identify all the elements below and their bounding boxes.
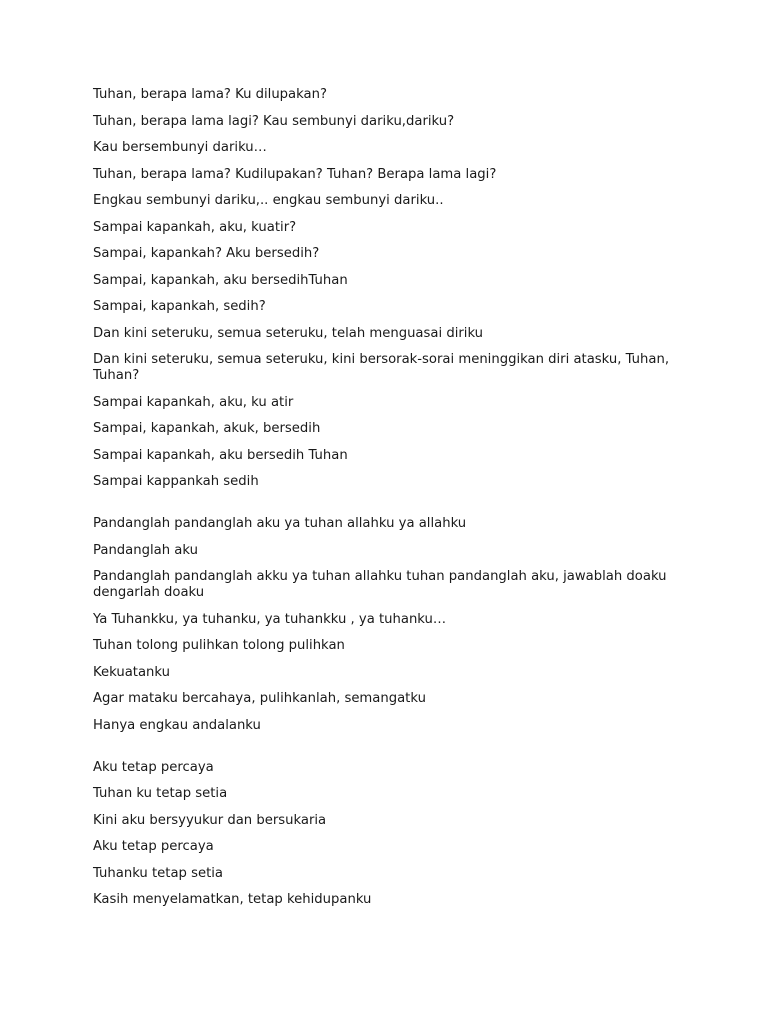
lyric-line: Sampai kappankah sedih	[93, 474, 259, 489]
lyric-line: Pandanglah pandanglah akku ya tuhan allahku tuhan pandanglah aku, jawablah doaku dengarlah doaku	[93, 569, 667, 600]
lyric-line: Kini aku bersyyukur dan bersukaria	[93, 812, 327, 828]
lyric-line: Dan kini seteruku, semua seteruku, telah menguasai diriku	[93, 325, 484, 341]
lyric-line: Sampai, kapankah? Aku bersedih?	[93, 246, 320, 261]
lyric-line: Aku tetap percaya	[93, 839, 214, 854]
lyric-line: Kekuatanku	[93, 664, 170, 680]
lyric-line: Sampai kapankah, aku, ku atir	[93, 394, 294, 410]
lyric-line: Sampai, kapankah, akuk, bersedih	[93, 421, 321, 436]
lyric-line: Aku tetap percaya	[93, 759, 214, 775]
lyric-line: Sampai, kapankah, aku bersedihTuhan	[93, 272, 348, 288]
lyric-line: Tuhan, berapa lama? Kudilupakan? Tuhan? Berapa lama lagi?	[93, 166, 497, 182]
lyric-line: Tuhan tolong pulihkan tolong pulihkan	[93, 638, 345, 653]
lyric-line: Sampai kapankah, aku bersedih Tuhan	[93, 447, 348, 463]
stanza-1	[93, 87, 693, 490]
lyric-line: Sampai, kapankah, sedih?	[93, 299, 266, 314]
lyric-line: Dan kini seteruku, semua seteruku, kini bersorak-sorai meninggikan diri atasku, Tuhan, Tuhan?	[93, 352, 670, 383]
lyric-line: Tuhan, berapa lama lagi? Kau sembunyi dariku,dariku?	[93, 113, 455, 129]
lyric-line: Kasih menyelamatkan, tetap kehidupanku	[93, 892, 372, 907]
lyric-line: Tuhan ku tetap setia	[93, 786, 228, 801]
lyric-line: Tuhanku tetap setia	[93, 865, 223, 881]
stanza-2	[93, 516, 693, 734]
lyric-line: Pandanglah pandanglah aku ya tuhan allahku ya allahku	[93, 516, 467, 531]
lyrics-body	[93, 87, 693, 919]
lyric-line: Pandanglah aku	[93, 542, 198, 558]
lyric-line: Agar mataku bercahaya, pulihkanlah, semangatku	[93, 691, 426, 706]
lyric-line: Engkau sembunyi dariku,.. engkau sembunyi dariku..	[93, 193, 444, 208]
lyric-line: Ya Tuhankku, ya tuhanku, ya tuhankku , ya tuhanku…	[93, 611, 447, 627]
lyric-line: Tuhan, berapa lama? Ku dilupakan?	[93, 87, 327, 102]
lyric-line: Hanya engkau andalanku	[93, 717, 261, 733]
lyric-line: Kau bersembunyi dariku…	[93, 140, 267, 155]
stanza-3	[93, 760, 693, 909]
lyric-line: Sampai kapankah, aku, kuatir?	[93, 219, 297, 235]
